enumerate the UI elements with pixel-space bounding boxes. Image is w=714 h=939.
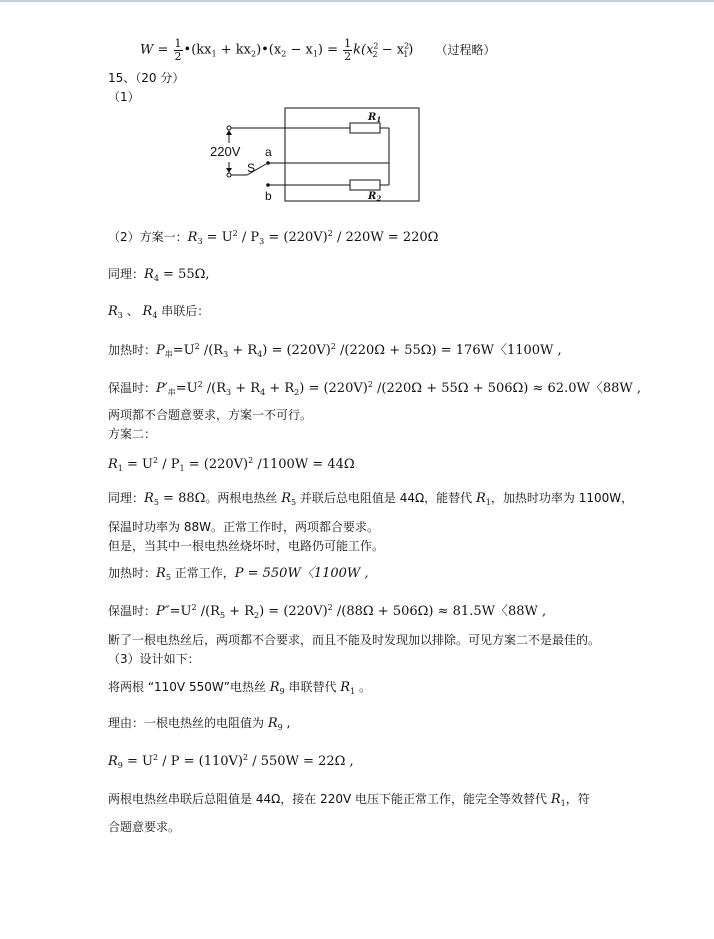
heating-line-2: 加热时：$R_5$ 正常工作，P = 550W〈1100W ,: [108, 566, 369, 582]
final-line-cont: 合题意要求。: [108, 820, 181, 834]
terminal-bottom: [227, 173, 231, 177]
formula-part: − x: [286, 42, 313, 58]
point-a-label: a: [265, 145, 272, 159]
design-line: 将两根 “110V 550W”电热丝 $R_9$ 串联替代 $R_1$ 。: [108, 680, 372, 696]
plan-2-conclusion: 断了一根电热丝后，两项都不合要求，而且不能及时发现加以排除。可见方案二不是最佳的。: [108, 633, 601, 647]
page-top-border: [0, 0, 714, 2]
circuit-diagram: [205, 105, 425, 205]
contact-a: [266, 161, 270, 165]
plan-2-label: 方案二：: [108, 427, 157, 441]
keep-warm-label: 保温时：: [108, 381, 157, 395]
superscript: 2: [404, 41, 410, 51]
superscript: 2: [373, 41, 379, 51]
subscript: 1: [312, 49, 318, 59]
plan-1-equation: $R_3 = U^2 / P_3 = (220V)^2 / 220W = 220\Omega$: [187, 229, 439, 246]
formula-part: ) =: [317, 42, 343, 58]
subscript: 2: [281, 49, 287, 59]
heating-equation-1: $P_串=U^2$ $/(R_3 + R_4) = (220V)^2$ /(220Ω + 55Ω) = 176W〈1100W ,: [156, 342, 562, 359]
part-3-label: （3）设计如下：: [108, 652, 200, 666]
switch-label: S: [247, 161, 256, 175]
same-r4-line: [108, 267, 210, 284]
process-omitted-note: （过程略）: [435, 42, 496, 57]
part-1-label: （1）: [108, 90, 140, 104]
work-formula: [140, 38, 496, 62]
formula-part: k(x: [353, 42, 374, 58]
arrow-down-icon: [226, 168, 232, 173]
final-line: 两根电热丝串联后总阻值是 44Ω，接在 220V 电压下能正常工作，能完全等效替代 $R_1$，符: [108, 792, 590, 808]
keep-warm-equation-1: $P'_串=U^2$ $/(R_3 + R_4 + R_2) = (220V)^2$ /(220Ω + 55Ω + 506Ω) ≈ 62.0W〈88W ,: [156, 380, 642, 397]
formula-w: W: [140, 42, 154, 58]
heating-line-1: [108, 342, 562, 360]
r2-label: $R_2$: [368, 191, 382, 203]
formula-part: )•(x: [256, 42, 282, 58]
resistor-r2: [350, 180, 380, 190]
formula-eq: =: [153, 42, 173, 58]
reason-line: 理由：一根电热丝的电阻值为 $R_9$ ,: [108, 716, 291, 732]
plan-2-equation: $R_1 = U^2 / P_1 = (220V)^2$ /1100W = 44Ω: [108, 456, 355, 473]
series-line: $R_3$ 、 $R_4$ 串联后：: [108, 304, 210, 320]
point-b-label: b: [265, 189, 272, 203]
resistor-r1: [350, 123, 380, 133]
subscript: 2: [372, 49, 378, 59]
plan-2-normal-line: 保温时功率为 88W。正常工作时，两项都合要求。: [108, 520, 379, 534]
r1-label: $R_1$: [368, 112, 382, 124]
fraction-denominator: 2: [344, 49, 352, 63]
r4-equation: $R_4 = 55\Omega$,: [144, 267, 210, 283]
plan-1-label: （2）方案一：: [108, 230, 188, 244]
r3-symbol: $R_3$: [108, 304, 123, 320]
same-label: 同理：: [108, 267, 145, 281]
subscript: 1: [211, 49, 217, 59]
formula-part: − x: [377, 42, 405, 58]
r5-equation: $R_5 = 88\Omega$: [144, 491, 206, 507]
formula-part: + kx: [216, 42, 251, 58]
voltage-label: 220V: [210, 144, 241, 159]
fraction-numerator: 1: [344, 37, 352, 50]
formula-part: •(kx: [183, 42, 212, 58]
fraction-half: [174, 38, 183, 62]
keep-warm-equation-2: $P''=U^2$ $/(R_5 + R_2) = (220V)^2$ /(88Ω + 506Ω) ≈ 81.5W〈88W ,: [156, 603, 547, 620]
fraction-half-2: [343, 38, 352, 62]
contact-b: [266, 183, 270, 187]
fraction-denominator: 2: [174, 49, 182, 63]
but-line: 但是，当其中一根电热丝烧坏时，电路仍可能工作。: [108, 539, 385, 553]
plan-1-conclusion: 两项都不合题意要求，方案一不可行。: [108, 408, 313, 422]
question-15-heading: 15、（20 分）: [108, 71, 185, 85]
terminal-top: [227, 126, 231, 130]
r9-equation: $R_9 = U^2 / P = (110V)^2 / 550W = 22\Omega$ ,: [108, 753, 354, 770]
keep-warm-line-2: 保温时：$P''=U^2$ $/(R_5 + R_2) = (220V)^2$ /(88Ω + 506Ω) ≈ 81.5W〈88W ,: [108, 603, 547, 620]
plan-1-line: [108, 229, 438, 247]
same-r5-line: 同理：$R_5 = 88\Omega$。两根电热丝 $R_5$ 并联后总电阻值是 44Ω，能替代 $R_1$，加热时功率为 1100W，: [108, 491, 634, 507]
subscript: 1: [403, 49, 409, 59]
fraction-numerator: 1: [174, 37, 182, 50]
arrow-up-icon: [226, 130, 232, 135]
keep-warm-line-1: [108, 380, 641, 398]
formula-part: ): [408, 42, 414, 58]
r4-symbol: $R_4$: [142, 304, 158, 320]
heating-label: 加热时：: [108, 343, 157, 357]
subscript: 2: [250, 49, 257, 59]
